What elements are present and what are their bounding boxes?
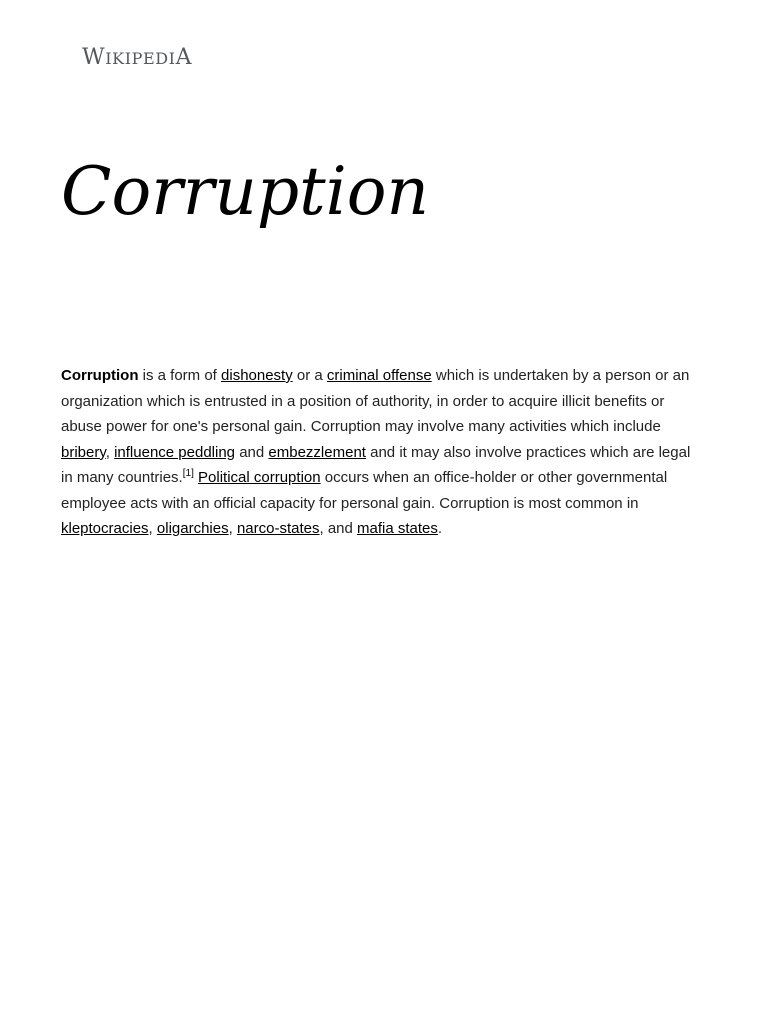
link-narco-states[interactable]: narco-states (236, 520, 320, 537)
text-segment: occurs when an office-holder or other governmental employee acts with an official capacity for personal gain. Corruption is most common in (61, 469, 668, 512)
text-segment: , (148, 520, 157, 537)
text-segment: which is undertaken by a person or an organization which is entrusted in a position of authority, in order to acquire illicit benefits or abuse power for one's personal gain. Corruption may involve many activities which include (61, 367, 690, 435)
link-kleptocracies[interactable]: kleptocracies (61, 520, 149, 537)
reference-link-1[interactable]: [1] (182, 468, 194, 479)
text-segment: , (228, 520, 237, 537)
text-segment: , and (319, 520, 358, 537)
text-segment: . (437, 520, 443, 537)
page-title: Corruption (61, 153, 429, 230)
link-bribery[interactable]: bribery (61, 443, 106, 461)
link-embezzlement[interactable]: embezzlement (268, 443, 366, 461)
text-segment: is a form of (138, 367, 222, 384)
link-influence-peddling[interactable]: influence peddling (114, 443, 236, 461)
link-oligarchies[interactable]: oligarchies (156, 520, 229, 537)
intro-paragraph (61, 363, 706, 542)
reference-sup (183, 468, 194, 479)
link-mafia-states[interactable]: mafia states (357, 520, 438, 537)
text-segment: and it may also involve practices which are legal in many countries. (61, 443, 691, 486)
link-dishonesty[interactable]: dishonesty (221, 367, 293, 384)
text-segment: or a (292, 367, 327, 384)
logo-letters-middle: IKIPEDI (105, 49, 176, 68)
text-segment: , (105, 443, 115, 461)
wikipedia-logo[interactable] (82, 44, 192, 72)
link-political-corruption[interactable]: Political corruption (198, 469, 321, 486)
bold-term: Corruption (61, 367, 139, 384)
text-segment: and (235, 443, 269, 461)
link-criminal-offense[interactable]: criminal offense (326, 367, 432, 384)
logo-letter-last: A (175, 45, 193, 70)
logo-letter-first: W (82, 45, 106, 70)
